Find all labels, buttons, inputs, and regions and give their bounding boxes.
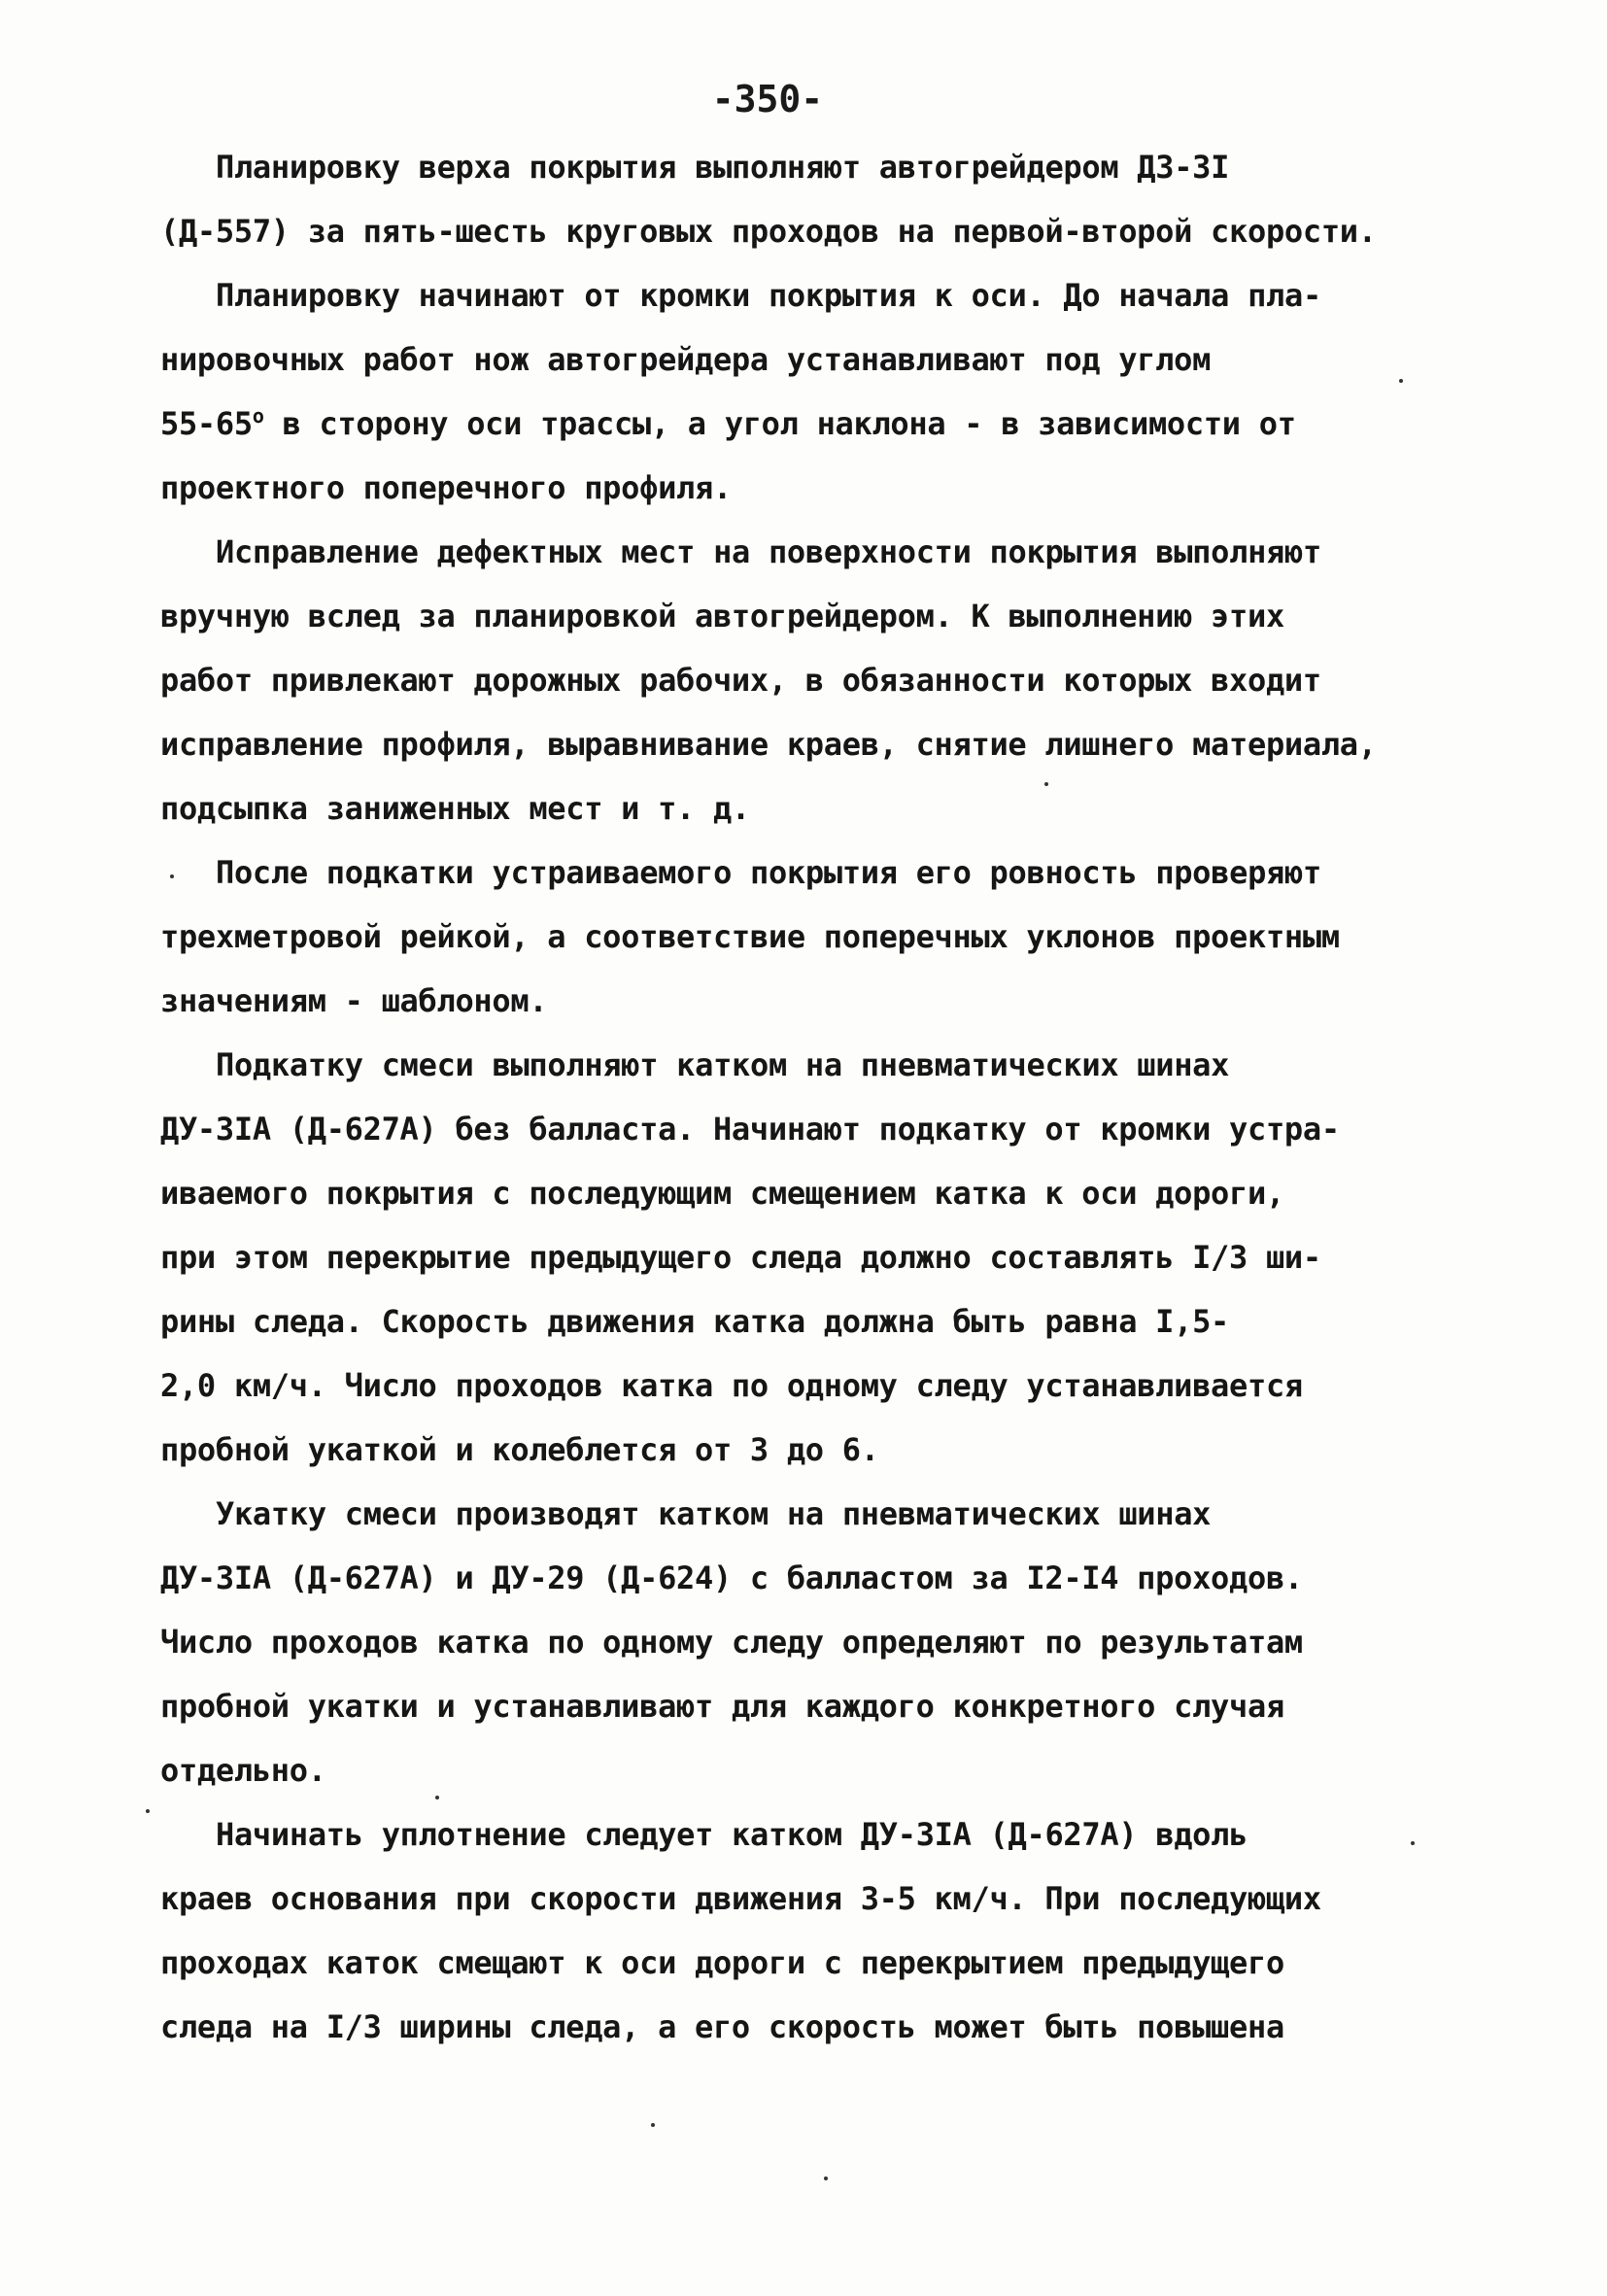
- text-line: краев основания при скорости движения 3-5 км/ч. При последующих: [160, 1880, 1321, 1917]
- page-number: -350-: [711, 78, 824, 120]
- text-fragment: в сторону оси трассы, а угол наклона - в зависимости от: [263, 405, 1296, 442]
- text-line: Исправление дефектных мест на поверхности покрытия выполняют: [216, 533, 1321, 570]
- text-line: Подкатку смеси выполняют катком на пневматических шинах: [216, 1046, 1230, 1083]
- scan-speck: [435, 1796, 439, 1799]
- text-line: пробной укаткой и колеблется от 3 до 6.: [160, 1431, 879, 1468]
- text-line: вручную вслед за планировкой автогрейдером. К выполнению этих: [160, 598, 1284, 634]
- text-line-with-superscript: [160, 404, 1296, 443]
- text-line: ДУ-3IА (Д-627А) и ДУ-29 (Д-624) с балластом за I2-I4 проходов.: [160, 1559, 1303, 1596]
- degree-superscript: o: [252, 404, 264, 428]
- text-line: работ привлекают дорожных рабочих, в обязанности которых входит: [160, 662, 1321, 699]
- text-line: Начинать уплотнение следует катком ДУ-3IА (Д-627А) вдоль: [216, 1816, 1248, 1853]
- text-line: Планировку начинают от кромки покрытия к оси. До начала пла-: [216, 277, 1321, 314]
- scan-speck: [651, 2123, 655, 2127]
- text-line: трехметровой рейкой, а соответствие поперечных уклонов проектным: [160, 918, 1340, 955]
- scan-speck: [1399, 379, 1403, 383]
- text-line: Укатку смеси производят катком на пневматических шинах: [216, 1495, 1212, 1532]
- text-line: исправление профиля, выравнивание краев, снятие лишнего материала,: [160, 726, 1377, 763]
- text-line: Число проходов катка по одному следу определяют по результатам: [160, 1624, 1303, 1661]
- text-line: значениям - шаблоном.: [160, 982, 548, 1019]
- text-line: После подкатки устраиваемого покрытия его ровность проверяют: [216, 854, 1321, 891]
- text-line: проходах каток смещают к оси дороги с перекрытием предыдущего: [160, 1944, 1284, 1981]
- text-line: ДУ-3IА (Д-627А) без балласта. Начинают подкатку от кромки устра-: [160, 1111, 1340, 1148]
- text-line: пробной укатки и устанавливают для каждого конкретного случая: [160, 1688, 1284, 1725]
- text-line: Планировку верха покрытия выполняют автогрейдером ДЗ-3I: [216, 149, 1230, 186]
- text-line: нировочных работ нож автогрейдера устанавливают под углом: [160, 341, 1212, 378]
- scan-speck: [146, 1809, 150, 1813]
- text-line: рины следа. Скорость движения катка должна быть равна I,5-: [160, 1303, 1230, 1340]
- scan-speck: [170, 874, 174, 878]
- text-line: 2,0 км/ч. Число проходов катка по одному следу устанавливается: [160, 1367, 1303, 1404]
- text-fragment: 55-65: [160, 405, 253, 442]
- text-line: следа на I/3 ширины следа, а его скорость может быть повышена: [160, 2008, 1284, 2045]
- text-line: иваемого покрытия с последующим смещением катка к оси дороги,: [160, 1175, 1284, 1212]
- text-line: при этом перекрытие предыдущего следа должно составлять I/3 ши-: [160, 1239, 1321, 1276]
- text-line: подсыпка заниженных мест и т. д.: [160, 790, 750, 827]
- scan-speck: [824, 2176, 828, 2180]
- scan-speck: [1411, 1841, 1415, 1845]
- text-line: (Д-557) за пять-шесть круговых проходов на первой-второй скорости.: [160, 213, 1377, 250]
- text-line: проектного поперечного профиля.: [160, 469, 732, 506]
- text-line: отдельно.: [160, 1752, 326, 1789]
- scan-speck: [1044, 782, 1048, 786]
